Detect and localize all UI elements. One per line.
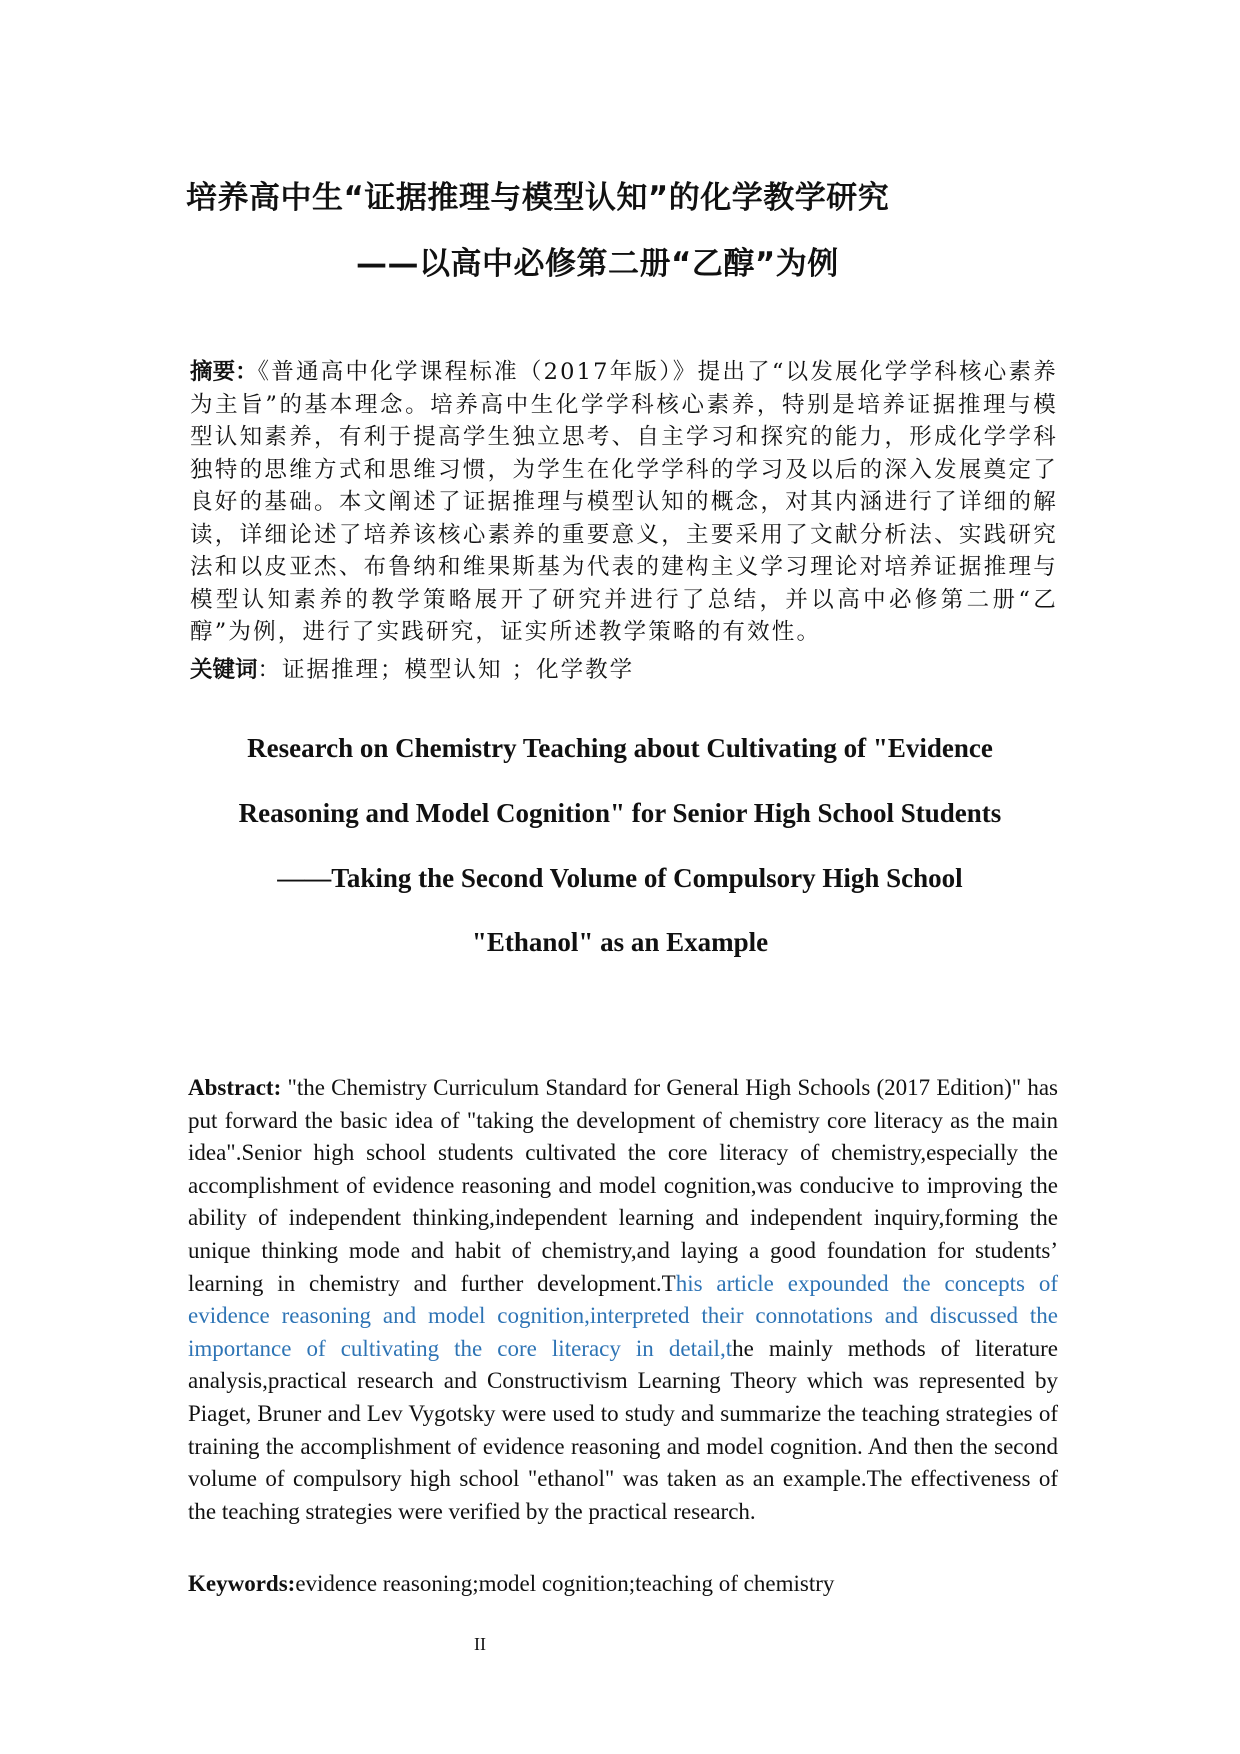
english-abstract-text-part-1: "the Chemistry Curriculum Standard for General High Schools (2017 Edition)" has put forward the basic idea of "taking the development of chemistry core literacy as the main idea".Senior high school students cultivated the core literacy of chemistry,especially the accomplishment of evidence reasoning and model cognition,was conducive to improving the ability of independent thinking,independent learning and independent inquiry,forming the unique thinking mode and habit of chemistry,and laying a good foundation for students’ learning in chemistry and further development.T <box>188 1075 1058 1296</box>
english-keywords <box>188 1568 834 1600</box>
chinese-keywords-text: ：证据推理；模型认知 ；化学教学 <box>257 657 635 683</box>
english-subtitle-line-3: ——Taking the Second Volume of Compulsory High School <box>277 863 963 893</box>
english-keywords-label: Keywords: <box>188 1571 296 1596</box>
chinese-abstract <box>190 356 1058 649</box>
english-title-line-1: Research on Chemistry Teaching about Cultivating of "Evidence <box>247 733 993 763</box>
english-subtitle-line-4: "Ethanol" as an Example <box>471 927 769 957</box>
chinese-abstract-text: 《普通高中化学课程标准（2017年版）》提出了“以发展化学学科核心素养为主旨”的基本理念。培养高中生化学学科核心素养，特别是培养证据推理与模型认知素养，有利于提高学生独立思考、自主学习和探究的能力，形成化学学科独特的思维方式和思维习惯，为学生在化学学科的学习及以后的深入发展奠定了良好的基础。本文阐述了证据推理与模型认知的概念，对其内涵进行了详细的解读，详细论述了培养该核心素养的重要意义，主要采用了文献分析法、实践研究法和以皮亚杰、布鲁纳和维果斯基为代表的建构主义学习理论对培养证据推理与模型认知素养的教学策略展开了研究并进行了总结，并以高中必修第二册“乙醇”为例，进行了实践研究，证实所述教学策略的有效性。 <box>190 359 1058 645</box>
english-title-line-2: Reasoning and Model Cognition" for Senior High School Students <box>238 798 1002 828</box>
chinese-abstract-label: 摘要： <box>190 359 258 385</box>
english-keywords-text: evidence reasoning;model cognition;teaching of chemistry <box>295 1571 835 1596</box>
page-number: II <box>474 1634 486 1654</box>
english-abstract-label: Abstract: <box>188 1075 282 1100</box>
english-abstract-text-part-2: he mainly methods of literature analysis,practical research and Constructivism Learning Theory which was represented by Piaget, Bruner and Lev Vygotsky were used to study and summarize the teaching strategies of training the accomplishment of evidence reasoning and model cognition. And then the second volume of compulsory high school "ethanol" was taken as an example.The effectiveness of the teaching strategies were verified by the practical research. <box>188 1335 1058 1524</box>
chinese-keywords <box>190 654 634 686</box>
chinese-title-line-1: 培养高中生“证据推理与模型认知”的化学教学研究 <box>186 180 890 216</box>
english-abstract <box>188 1072 1058 1528</box>
chinese-keywords-label: 关键词 <box>190 657 258 683</box>
chinese-subtitle-line-2: ——以高中必修第二册“乙醇”为例 <box>356 246 839 282</box>
english-abstract-highlighted-text: his article expounded the concepts of evidence reasoning and model cognition,interpreted their connotations and discussed the importance of cultivating the core literacy in detail,t <box>188 1270 1059 1361</box>
